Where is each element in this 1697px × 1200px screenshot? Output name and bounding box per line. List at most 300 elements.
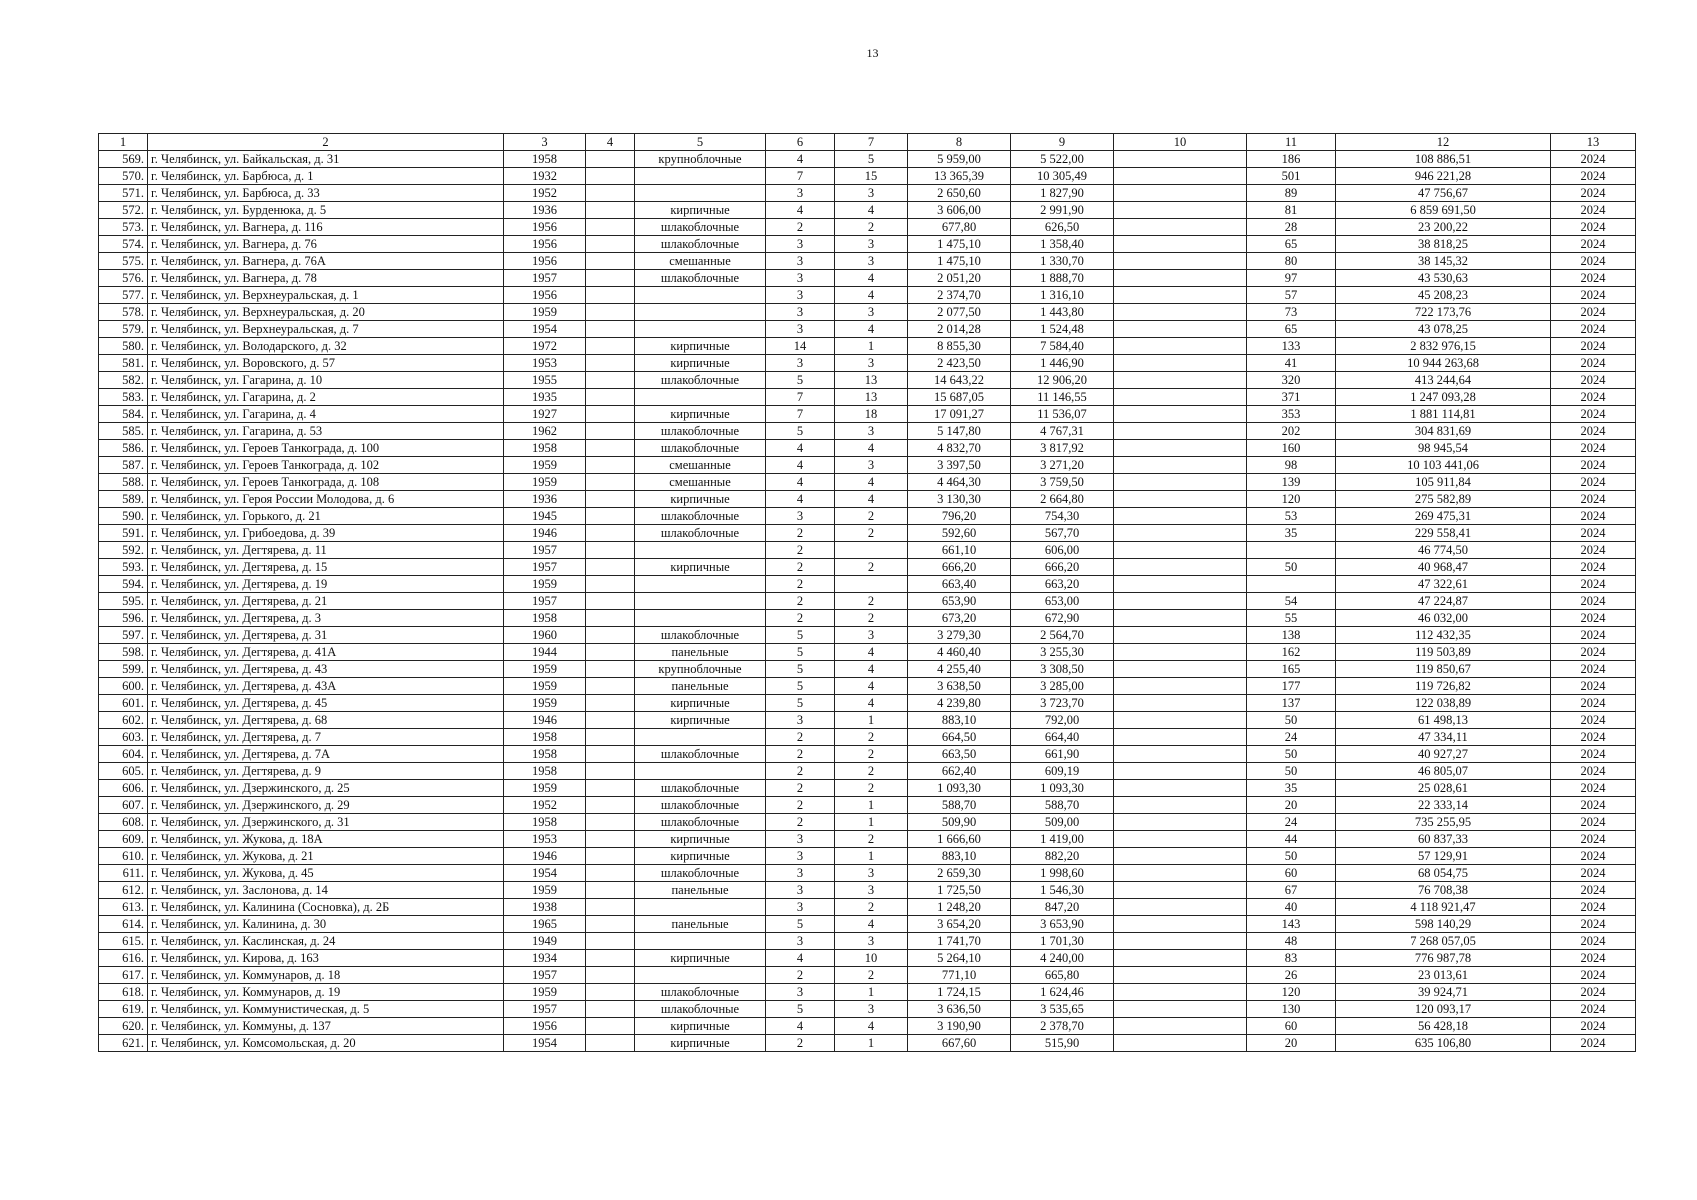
residents-cell: 133	[1247, 338, 1336, 355]
table-row	[99, 746, 1636, 763]
floors-cell: 4	[766, 491, 835, 508]
cost-cell: 275 582,89	[1336, 491, 1551, 508]
entrances-cell: 4	[835, 491, 908, 508]
address-cell: г. Челябинск, ул. Дегтярева, д. 7А	[148, 746, 504, 763]
address-cell: г. Челябинск, ул. Калинина, д. 30	[148, 916, 504, 933]
wall-material-cell: смешанные	[635, 457, 766, 474]
cost-cell: 46 032,00	[1336, 610, 1551, 627]
col-10-cell	[1114, 168, 1247, 185]
col-10-cell	[1114, 780, 1247, 797]
total-area-cell: 883,10	[908, 712, 1011, 729]
entrances-cell: 5	[835, 151, 908, 168]
col-10-cell	[1114, 372, 1247, 389]
row-number-cell: 579.	[99, 321, 148, 338]
col-10-cell	[1114, 848, 1247, 865]
year-built-cell: 1935	[504, 389, 586, 406]
floors-cell: 4	[766, 950, 835, 967]
year-built-cell: 1946	[504, 712, 586, 729]
floors-cell: 5	[766, 423, 835, 440]
total-area-cell: 3 279,30	[908, 627, 1011, 644]
residents-cell: 80	[1247, 253, 1336, 270]
year-built-cell: 1934	[504, 950, 586, 967]
floors-cell: 2	[766, 780, 835, 797]
living-area-cell: 2 564,70	[1011, 627, 1114, 644]
living-area-cell: 5 522,00	[1011, 151, 1114, 168]
year-planned-cell: 2024	[1551, 321, 1636, 338]
year-built-cell: 1946	[504, 525, 586, 542]
row-number-cell: 616.	[99, 950, 148, 967]
total-area-cell: 1 475,10	[908, 253, 1011, 270]
living-area-cell: 666,20	[1011, 559, 1114, 576]
col-4-cell	[586, 814, 635, 831]
residents-cell: 160	[1247, 440, 1336, 457]
year-built-cell: 1938	[504, 899, 586, 916]
address-cell: г. Челябинск, ул. Володарского, д. 32	[148, 338, 504, 355]
entrances-cell: 2	[835, 763, 908, 780]
row-number-cell: 597.	[99, 627, 148, 644]
address-cell: г. Челябинск, ул. Байкальская, д. 31	[148, 151, 504, 168]
year-built-cell: 1958	[504, 746, 586, 763]
cost-cell: 76 708,38	[1336, 882, 1551, 899]
cost-cell: 269 475,31	[1336, 508, 1551, 525]
year-built-cell: 1959	[504, 678, 586, 695]
floors-cell: 3	[766, 236, 835, 253]
wall-material-cell: шлакоблочные	[635, 1001, 766, 1018]
floors-cell: 4	[766, 1018, 835, 1035]
wall-material-cell: кирпичные	[635, 1035, 766, 1052]
address-cell: г. Челябинск, ул. Барбюса, д. 33	[148, 185, 504, 202]
row-number-cell: 605.	[99, 763, 148, 780]
living-area-cell: 3 271,20	[1011, 457, 1114, 474]
living-area-cell: 3 255,30	[1011, 644, 1114, 661]
floors-cell: 2	[766, 542, 835, 559]
floors-cell: 2	[766, 746, 835, 763]
total-area-cell: 13 365,39	[908, 168, 1011, 185]
wall-material-cell	[635, 729, 766, 746]
entrances-cell: 4	[835, 321, 908, 338]
cost-cell: 22 333,14	[1336, 797, 1551, 814]
floors-cell: 3	[766, 882, 835, 899]
cost-cell: 43 078,25	[1336, 321, 1551, 338]
col-4-cell	[586, 933, 635, 950]
wall-material-cell: шлакоблочные	[635, 984, 766, 1001]
living-area-cell: 1 827,90	[1011, 185, 1114, 202]
col-10-cell	[1114, 236, 1247, 253]
col-4-cell	[586, 610, 635, 627]
year-built-cell: 1953	[504, 831, 586, 848]
row-number-cell: 582.	[99, 372, 148, 389]
cost-cell: 735 255,95	[1336, 814, 1551, 831]
wall-material-cell	[635, 763, 766, 780]
col-10-cell	[1114, 865, 1247, 882]
cost-cell: 119 726,82	[1336, 678, 1551, 695]
wall-material-cell: шлакоблочные	[635, 508, 766, 525]
row-number-cell: 607.	[99, 797, 148, 814]
residents-cell: 50	[1247, 763, 1336, 780]
year-built-cell: 1952	[504, 797, 586, 814]
total-area-cell: 883,10	[908, 848, 1011, 865]
wall-material-cell: кирпичные	[635, 695, 766, 712]
col-10-cell	[1114, 1018, 1247, 1035]
year-built-cell: 1958	[504, 440, 586, 457]
year-built-cell: 1957	[504, 593, 586, 610]
total-area-cell: 1 741,70	[908, 933, 1011, 950]
col-10-cell	[1114, 559, 1247, 576]
table-row	[99, 253, 1636, 270]
entrances-cell: 15	[835, 168, 908, 185]
address-cell: г. Челябинск, ул. Жукова, д. 45	[148, 865, 504, 882]
residents-cell: 24	[1247, 814, 1336, 831]
address-cell: г. Челябинск, ул. Дегтярева, д. 21	[148, 593, 504, 610]
year-planned-cell: 2024	[1551, 270, 1636, 287]
living-area-cell: 2 664,80	[1011, 491, 1114, 508]
address-cell: г. Челябинск, ул. Дегтярева, д. 15	[148, 559, 504, 576]
year-built-cell: 1958	[504, 151, 586, 168]
floors-cell: 5	[766, 627, 835, 644]
year-planned-cell: 2024	[1551, 644, 1636, 661]
entrances-cell: 3	[835, 865, 908, 882]
col-4-cell	[586, 729, 635, 746]
floors-cell: 2	[766, 797, 835, 814]
year-planned-cell: 2024	[1551, 168, 1636, 185]
residents-cell: 501	[1247, 168, 1336, 185]
year-built-cell: 1957	[504, 1001, 586, 1018]
cost-cell: 56 428,18	[1336, 1018, 1551, 1035]
floors-cell: 2	[766, 219, 835, 236]
year-planned-cell: 2024	[1551, 185, 1636, 202]
cost-cell: 68 054,75	[1336, 865, 1551, 882]
row-number-cell: 595.	[99, 593, 148, 610]
table-row	[99, 270, 1636, 287]
wall-material-cell: шлакоблочные	[635, 865, 766, 882]
living-area-cell: 1 419,00	[1011, 831, 1114, 848]
table-row	[99, 610, 1636, 627]
column-number: 5	[635, 134, 766, 151]
row-number-cell: 612.	[99, 882, 148, 899]
address-cell: г. Челябинск, ул. Горького, д. 21	[148, 508, 504, 525]
entrances-cell: 4	[835, 474, 908, 491]
floors-cell: 5	[766, 661, 835, 678]
entrances-cell: 2	[835, 508, 908, 525]
wall-material-cell: смешанные	[635, 474, 766, 491]
row-number-cell: 593.	[99, 559, 148, 576]
address-cell: г. Челябинск, ул. Дегтярева, д. 7	[148, 729, 504, 746]
cost-cell: 98 945,54	[1336, 440, 1551, 457]
row-number-cell: 601.	[99, 695, 148, 712]
entrances-cell: 3	[835, 355, 908, 372]
table-row	[99, 865, 1636, 882]
floors-cell: 7	[766, 406, 835, 423]
residents-cell: 120	[1247, 491, 1336, 508]
entrances-cell: 3	[835, 185, 908, 202]
wall-material-cell: кирпичные	[635, 355, 766, 372]
wall-material-cell: шлакоблочные	[635, 236, 766, 253]
entrances-cell: 4	[835, 661, 908, 678]
year-built-cell: 1954	[504, 865, 586, 882]
entrances-cell: 1	[835, 814, 908, 831]
address-cell: г. Челябинск, ул. Героев Танкограда, д. 100	[148, 440, 504, 457]
floors-cell: 2	[766, 814, 835, 831]
row-number-cell: 590.	[99, 508, 148, 525]
table-row	[99, 474, 1636, 491]
address-cell: г. Челябинск, ул. Барбюса, д. 1	[148, 168, 504, 185]
table-row	[99, 542, 1636, 559]
col-4-cell	[586, 151, 635, 168]
col-10-cell	[1114, 967, 1247, 984]
floors-cell: 3	[766, 185, 835, 202]
address-cell: г. Челябинск, ул. Коммунаров, д. 18	[148, 967, 504, 984]
residents-cell: 35	[1247, 780, 1336, 797]
row-number-cell: 619.	[99, 1001, 148, 1018]
floors-cell: 4	[766, 151, 835, 168]
col-4-cell	[586, 576, 635, 593]
living-area-cell: 4 240,00	[1011, 950, 1114, 967]
column-number: 7	[835, 134, 908, 151]
wall-material-cell: шлакоблочные	[635, 440, 766, 457]
year-built-cell: 1959	[504, 474, 586, 491]
row-number-cell: 571.	[99, 185, 148, 202]
entrances-cell: 4	[835, 916, 908, 933]
address-cell: г. Челябинск, ул. Героев Танкограда, д. 102	[148, 457, 504, 474]
year-planned-cell: 2024	[1551, 151, 1636, 168]
floors-cell: 2	[766, 576, 835, 593]
floors-cell: 3	[766, 270, 835, 287]
row-number-cell: 583.	[99, 389, 148, 406]
cost-cell: 722 173,76	[1336, 304, 1551, 321]
living-area-cell: 588,70	[1011, 797, 1114, 814]
col-4-cell	[586, 321, 635, 338]
year-built-cell: 1956	[504, 236, 586, 253]
table-row	[99, 848, 1636, 865]
table-row	[99, 882, 1636, 899]
table-row	[99, 933, 1636, 950]
cost-cell: 6 859 691,50	[1336, 202, 1551, 219]
wall-material-cell: шлакоблочные	[635, 525, 766, 542]
living-area-cell: 1 701,30	[1011, 933, 1114, 950]
residents-cell: 81	[1247, 202, 1336, 219]
wall-material-cell	[635, 933, 766, 950]
wall-material-cell	[635, 304, 766, 321]
wall-material-cell: кирпичные	[635, 559, 766, 576]
col-4-cell	[586, 661, 635, 678]
row-number-cell: 588.	[99, 474, 148, 491]
residents-cell: 98	[1247, 457, 1336, 474]
wall-material-cell: шлакоблочные	[635, 627, 766, 644]
floors-cell: 2	[766, 1035, 835, 1052]
residents-cell	[1247, 542, 1336, 559]
col-10-cell	[1114, 899, 1247, 916]
floors-cell: 3	[766, 712, 835, 729]
living-area-cell: 1 446,90	[1011, 355, 1114, 372]
floors-cell: 5	[766, 1001, 835, 1018]
residents-cell: 353	[1247, 406, 1336, 423]
wall-material-cell	[635, 321, 766, 338]
entrances-cell: 2	[835, 559, 908, 576]
wall-material-cell: шлакоблочные	[635, 746, 766, 763]
year-planned-cell: 2024	[1551, 627, 1636, 644]
residents-cell: 371	[1247, 389, 1336, 406]
year-built-cell: 1959	[504, 457, 586, 474]
cost-cell: 119 850,67	[1336, 661, 1551, 678]
residents-cell	[1247, 576, 1336, 593]
address-cell: г. Челябинск, ул. Дзержинского, д. 25	[148, 780, 504, 797]
living-area-cell: 665,80	[1011, 967, 1114, 984]
table-row	[99, 389, 1636, 406]
cost-cell: 25 028,61	[1336, 780, 1551, 797]
col-4-cell	[586, 338, 635, 355]
total-area-cell: 2 423,50	[908, 355, 1011, 372]
address-cell: г. Челябинск, ул. Заслонова, д. 14	[148, 882, 504, 899]
cost-cell: 38 818,25	[1336, 236, 1551, 253]
column-number: 9	[1011, 134, 1114, 151]
year-built-cell: 1965	[504, 916, 586, 933]
total-area-cell: 1 093,30	[908, 780, 1011, 797]
address-cell: г. Челябинск, ул. Кирова, д. 163	[148, 950, 504, 967]
living-area-cell: 3 535,65	[1011, 1001, 1114, 1018]
residents-cell: 35	[1247, 525, 1336, 542]
wall-material-cell: кирпичные	[635, 406, 766, 423]
floors-cell: 2	[766, 763, 835, 780]
year-planned-cell: 2024	[1551, 525, 1636, 542]
col-10-cell	[1114, 678, 1247, 695]
entrances-cell: 2	[835, 899, 908, 916]
floors-cell: 4	[766, 457, 835, 474]
year-built-cell: 1958	[504, 729, 586, 746]
residents-cell: 44	[1247, 831, 1336, 848]
floors-cell: 5	[766, 695, 835, 712]
year-planned-cell: 2024	[1551, 984, 1636, 1001]
row-number-cell: 577.	[99, 287, 148, 304]
table-row	[99, 678, 1636, 695]
address-cell: г. Челябинск, ул. Дегтярева, д. 43А	[148, 678, 504, 695]
wall-material-cell: кирпичные	[635, 202, 766, 219]
col-4-cell	[586, 763, 635, 780]
address-cell: г. Челябинск, ул. Коммунаров, д. 19	[148, 984, 504, 1001]
entrances-cell: 2	[835, 967, 908, 984]
row-number-cell: 606.	[99, 780, 148, 797]
total-area-cell: 3 130,30	[908, 491, 1011, 508]
wall-material-cell: панельные	[635, 916, 766, 933]
col-10-cell	[1114, 831, 1247, 848]
col-4-cell	[586, 865, 635, 882]
col-4-cell	[586, 627, 635, 644]
entrances-cell: 2	[835, 780, 908, 797]
residents-cell: 60	[1247, 865, 1336, 882]
total-area-cell: 771,10	[908, 967, 1011, 984]
total-area-cell: 3 654,20	[908, 916, 1011, 933]
residents-cell: 40	[1247, 899, 1336, 916]
entrances-cell	[835, 542, 908, 559]
address-cell: г. Челябинск, ул. Дегтярева, д. 3	[148, 610, 504, 627]
column-number: 3	[504, 134, 586, 151]
total-area-cell: 8 855,30	[908, 338, 1011, 355]
residents-cell: 26	[1247, 967, 1336, 984]
col-10-cell	[1114, 695, 1247, 712]
table-row	[99, 899, 1636, 916]
floors-cell: 3	[766, 984, 835, 1001]
col-10-cell	[1114, 406, 1247, 423]
col-4-cell	[586, 168, 635, 185]
col-10-cell	[1114, 321, 1247, 338]
living-area-cell: 1 358,40	[1011, 236, 1114, 253]
col-4-cell	[586, 406, 635, 423]
col-4-cell	[586, 916, 635, 933]
col-4-cell	[586, 1035, 635, 1052]
year-built-cell: 1936	[504, 491, 586, 508]
residents-cell: 97	[1247, 270, 1336, 287]
entrances-cell: 4	[835, 202, 908, 219]
row-number-cell: 592.	[99, 542, 148, 559]
col-4-cell	[586, 185, 635, 202]
wall-material-cell: кирпичные	[635, 712, 766, 729]
wall-material-cell	[635, 967, 766, 984]
living-area-cell: 1 330,70	[1011, 253, 1114, 270]
year-built-cell: 1956	[504, 287, 586, 304]
col-10-cell	[1114, 984, 1247, 1001]
wall-material-cell: панельные	[635, 644, 766, 661]
address-cell: г. Челябинск, ул. Дегтярева, д. 9	[148, 763, 504, 780]
entrances-cell: 3	[835, 304, 908, 321]
address-cell: г. Челябинск, ул. Дегтярева, д. 68	[148, 712, 504, 729]
cost-cell: 46 805,07	[1336, 763, 1551, 780]
col-10-cell	[1114, 474, 1247, 491]
entrances-cell	[835, 576, 908, 593]
entrances-cell: 13	[835, 372, 908, 389]
address-cell: г. Челябинск, ул. Дегтярева, д. 11	[148, 542, 504, 559]
row-number-cell: 599.	[99, 661, 148, 678]
year-planned-cell: 2024	[1551, 967, 1636, 984]
col-10-cell	[1114, 219, 1247, 236]
residents-cell: 65	[1247, 321, 1336, 338]
total-area-cell: 14 643,22	[908, 372, 1011, 389]
residents-cell: 143	[1247, 916, 1336, 933]
year-planned-cell: 2024	[1551, 406, 1636, 423]
residents-cell: 41	[1247, 355, 1336, 372]
column-number: 8	[908, 134, 1011, 151]
floors-cell: 3	[766, 865, 835, 882]
table-row	[99, 967, 1636, 984]
year-built-cell: 1932	[504, 168, 586, 185]
living-area-cell: 626,50	[1011, 219, 1114, 236]
total-area-cell: 663,40	[908, 576, 1011, 593]
living-area-cell: 3 653,90	[1011, 916, 1114, 933]
floors-cell: 2	[766, 610, 835, 627]
wall-material-cell	[635, 576, 766, 593]
column-number: 11	[1247, 134, 1336, 151]
column-number: 6	[766, 134, 835, 151]
total-area-cell: 666,20	[908, 559, 1011, 576]
address-cell: г. Челябинск, ул. Комсомольская, д. 20	[148, 1035, 504, 1052]
year-built-cell: 1958	[504, 763, 586, 780]
table-row	[99, 1001, 1636, 1018]
table-row	[99, 304, 1636, 321]
col-10-cell	[1114, 1001, 1247, 1018]
year-planned-cell: 2024	[1551, 712, 1636, 729]
col-4-cell	[586, 474, 635, 491]
total-area-cell: 17 091,27	[908, 406, 1011, 423]
residents-cell: 57	[1247, 287, 1336, 304]
col-10-cell	[1114, 542, 1247, 559]
row-number-cell: 610.	[99, 848, 148, 865]
col-4-cell	[586, 678, 635, 695]
entrances-cell: 2	[835, 525, 908, 542]
total-area-cell: 3 638,50	[908, 678, 1011, 695]
total-area-cell: 2 659,30	[908, 865, 1011, 882]
year-built-cell: 1962	[504, 423, 586, 440]
table-row	[99, 440, 1636, 457]
floors-cell: 5	[766, 916, 835, 933]
cost-cell: 40 927,27	[1336, 746, 1551, 763]
